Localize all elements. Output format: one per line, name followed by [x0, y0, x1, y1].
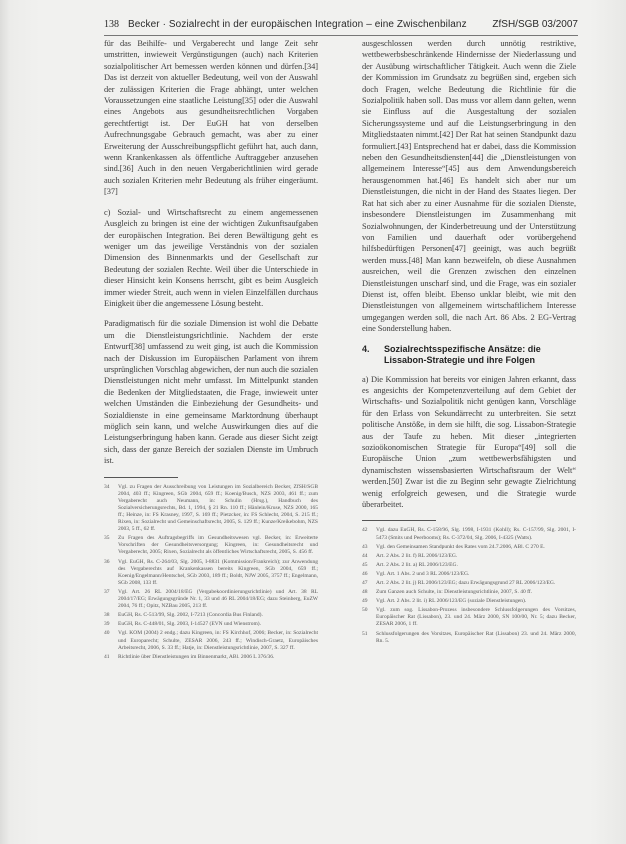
body-paragraph: für das Beihilfe- und Vergaberecht und lange Zeit sehr umstritten, inwieweit Vergünstigungen (auch) nach Kriterien sozialpolitischer Art bemessen werden können und dürfen.[34] Das ist derzeit von aktueller Bedeutung, weil von der Auswahl der zulässigen Kriterien die Frage abhängt, unter welchen Voraussetzungen eine staatliche Leistung[35] oder die Auswahl eines Angebots aus gesundheitsrechtlichen Vorgaben gerechtfertigt ist. Der EuGH hat von derselben Aufrechnungsgabe Gebrauch gemacht, was aber zu einer Erweiterung der Ausschreibungspflicht geführt hat, auch dann, wenn Krankenkassen als öffentliche Auftraggeber anzusehen sind.[36] Auch in den neuen Vergaberichtlinien wird gerade auch sozialen Kriterien mehr Bedeutung als früher eingeräumt.[37]: [104, 39, 318, 197]
footnotes: [104, 484, 318, 661]
footnote: 49 Vgl. Art. 2 Abs. 2 lit. i) RL 2006/123/EG (soziale Dienstleistungen).: [362, 598, 527, 605]
section-heading: [362, 344, 576, 366]
body-paragraph: Paradigmatisch für die soziale Dimension ist wohl die Debatte um die Dienstleistungsrichtlinie. Nachdem der erste Entwurf[38] umfassend zu weit ging, ist auch die Kommission nach der Diskussion im Europäischen Parlament von ihrem ursprünglichen Vorschlag abgewichen, der nun auch die sozialen Dienstleistungen nicht mehr umfasst. Im Mittelpunkt standen die Bedenken der Mitgliedstaaten, die Frage, inwieweit unter welchen Umständen die Einbeziehung der Gesundheits- und Sozialdienste in eine gemeinsame Marktordnung überhaupt möglich sein kann, und welche Auswirkungen dies auf die Leistungserbringung haben kann. Gerade aus dieser Sicht zeigt sich, dass der ganze Bereich der sozialen Dienste im Umbruch ist.: [104, 319, 318, 466]
footnote-rule: [104, 477, 178, 478]
section-title: Sozialrechtsspezifische Ansätze: die Lissabon-Strategie und ihre Folgen: [384, 343, 541, 365]
footnote: 39 EuGH, Rs. C-448/01, Slg. 2003, I-14527 (EVN und Wienstrom).: [104, 621, 261, 628]
section-number: 4.: [362, 343, 370, 354]
footnote: 46 Vgl. Art. 1 Abs. 2 und 3 RL 2006/123/EG.: [362, 570, 470, 577]
body-paragraph: a) Die Kommission hat bereits vor einigen Jahren erkannt, dass es angesichts der Kompetenzverteilung auf dem Gebiet der Wirtschafts- und Sozialpolitik nicht genügen kann, Vorschläge für den Erlass von Sekundärrecht zu unterbreiten. Sie setzt politische Anstöße, in dem sie hilft, die sog. Lissabon-Strategie aus der Taufe zu heben. Mit dieser „integrierten sozioökonomischen Strategie für Europa“[49] soll die Europäische Union „zum wettbewerbsfähigsten und dynamischsten wissensbasierten Wirtschaftsraum der Welt“ werden.[50] Zwar ist die zu Beginn sehr gewagte Zielrichtung wenig erfolgreich gewesen, und die Strategie wurde überarbeitet.: [362, 374, 576, 510]
footnote: 38 EuGH, Rs. C-513/99, Slg. 2002, I-7213 (Concordia Bus Finland).: [104, 612, 263, 619]
footnote: 41 Richtlinie über Dienstleistungen im Binnenmarkt, ABl. 2006 L 376/36.: [104, 653, 275, 660]
footnote: 40 Vgl. KOM (2004) 2 endg.; dazu Kingreen, in: FS Kirchhof, 2006; Becker, in: Sozialrecht und Europarecht; Schulte, ZESAR 2006, 243 ff.; Windisch-Graetz, Europäisches Arbeitsrecht, 2006, S. 33 ff.; Hatje, in: Dienstleistungsrichtlinie, 2007, S. 327 ff.: [104, 630, 318, 651]
footnote: 42 Vgl. dazu EuGH, Rs. C-158/96, Slg. 1998, I-1931 (Kohll); Rs. C-157/99, Slg. 2001, I-5473 (Smits und Peerbooms); Rs. C-372/04, Slg. 2006, I-4325 (Watts).: [362, 527, 576, 541]
page-number: 138: [104, 19, 119, 30]
right-column: [362, 38, 576, 647]
footnote: 35 Zu Fragen des Auftragsbegriffs im Gesundheitswesen vgl. Becker, in: Erweiterte Vorschriften der Gesundheitsversorgung; Kingreen, in: Gesundheitsrecht und Vergaberecht, 2005; Rixen, Sozialrecht als öffentliches Wirtschaftsrecht, 2005, S. 456 ff.: [104, 535, 318, 556]
footnote: 43 Vgl. den Gemeinsamen Standpunkt des Rates vom 24.7.2006, ABl. C 270 E.: [362, 543, 545, 550]
footnote: 34 Vgl. zu Fragen der Ausschreibung von Leistungen im Sozialbereich Becker, ZfSH/SGB 2004, 403 ff.; Kingreen, SGb 2004, 659 ff.; Koenig/Busch, NZS 2003, 461 ff.; zum Vergaberecht auch Neumann, in: Schulin (Hrsg.), Handbuch des Sozialversicherungsrechts, Bd. 1, 1994, § 21 Rn. 110 ff.; Hänlein/Kruse, NZS 2000, 165 ff.; Heinze, in: FS Krasney, 1997, S. 169 ff.; Pietzcker, in: FS Schlecht, 2004, S. 215 ff.; Rixen, in: Sozialrecht und Gemeinschaftsrecht, 2005, S. 129 ff.; Kunze/Kreikebohm, NZS 2003, 5 ff., 62 ff.: [104, 483, 318, 533]
footnote: 45 Art. 2 Abs. 2 lit. a) RL 2006/123/EG.: [362, 561, 458, 568]
footnotes: [362, 527, 576, 644]
running-header: [104, 19, 578, 36]
footnote: 36 Vgl. EuGH, Rs. C-264/03, Slg. 2005, I-8831 (Kommission/Frankreich); zur Anwendung des Vergaberechts auf Krankenkassen bereits Kingreen, SGb 2004, 659 ff.; Koenig/Engelmann/Hentschel, SGb 2003, 189 ff.; Boldt, NJW 2005, 3757 ff.; Engelmann, SGb 2008, 133 ff.: [104, 558, 318, 586]
left-column: [104, 38, 318, 663]
footnote: 37 Vgl. Art. 26 RL 2004/18/EG (Vergabekoordinierungsrichtlinie) und Art. 38 RL 2004/17/EG; Erwägungsgründe Nr. 1, 33 und 46 RL 2004/18/EG; dazu Steinberg, EuZW 2004, 76 ff.; Opitz, NZBau 2005, 213 ff.: [104, 588, 318, 610]
footnote-rule: [362, 520, 436, 521]
footnote: 48 Zum Ganzen auch Schulte, in: Dienstleistungsrichtlinie, 2007, S. 40 ff.: [362, 589, 533, 596]
footnote: 51 Schlussfolgerungen des Vorsitzes, Europäischer Rat (Lissabon) 23. und 24. März 2000, Rn. 5.: [362, 630, 576, 644]
body-paragraph: ausgeschlossen werden durch unnötig restriktive, wettbewerbsbeschränkende Hindernisse der Niederlassung und der Ausübung wirtschaftlicher Tätigkeit. Auch wenn die Ziele der Kommission im Grundsatz zu begrüßen sind, ergeben sich doch Fragen, welche Bedeutung die Richtlinie für die Sozialpolitik haben soll. Das muss vor allem dann gelten, wenn sie Einfluss auf die Ausgestaltung der sozialen Sicherungssysteme und auf die Leistungserbringung in den Mitgliedstaaten nimmt.[42] Der Rat hat seinen Standpunkt dazu formuliert.[43] Entsprechend hat er dabei, dass die Kommission neben den Gesundheitsdiensten[44] die „Dienstleistungen von allgemeinem Interesse“[45] aus dem Anwendungsbereich herausgenommen hat.[46] Es handelt sich aber nur um Dienstleistungen, die nicht in der Hand des Staates liegen. Der Rat hat sich aber zu einer Ausnahme für die sozialen Dienste, insbesondere Dienstleistungen im Zusammenhang mit Sozialwohnungen, der Kinderbetreuung und der Unterstützung von Familien und dauerhaft oder vorübergehend hilfsbedürftigen Personen[47] geeinigt, was auch begrüßt werden muss.[48] Man kann bezweifeln, ob diese Ausnahmen ausreichen, weil die Grenzen zwischen den einzelnen Dienstleistungen unscharf sind, und die Frage, was ein sozialer Dienst ist, offen bleibt. Ebenso unklar bleibt, wie mit den Dienstleistungen von allgemeinem wirtschaftlichem Interesse umgegangen werden soll, die nach Art. 86 Abs. 2 EG-Vertrag eine Sonderstellung haben.: [362, 39, 576, 334]
body-paragraph: c) Sozial- und Wirtschaftsrecht zu einem angemessenen Ausgleich zu bringen ist eine der wichtigen Zukunftsaufgaben der europäischen Integration. Bei deren Bewältigung geht es weniger um das jeweilige Verständnis von der sozialen Dimension des Binnenmarkts und der Gesellschaft zur Bedeutung der sozialen Rechte. Weil über die Unterschiede in dieser Hinsicht kein Konsens herrscht, gibt es beim Ausgleich immer wieder Streit, auch wenn in vielen Einzelfällen durchaus Einigkeit über die angemessene Lösung besteht.: [104, 207, 318, 308]
footnote: 44 Art. 2 Abs. 2 lit. f) RL 2006/123/EG.: [362, 552, 458, 559]
running-title: Becker · Sozialrecht in der europäischen Integration – eine Zwischenbilanz: [128, 19, 467, 30]
footnote: 50 Vgl. zum sog. Lissabon-Prozess insbesondere Schlussfolgerungen des Vorsitzes, Europäischer Rat (Lissabon), 23. und 24. März 2000, SN 100/00, Nr. 5; dazu Becker, ZESAR 2006, 1 ff.: [362, 607, 576, 628]
footnote: 47 Art. 2 Abs. 2 lit. j) RL 2006/123/EG; dazu Erwägungsgrund 27 RL 2006/123/EG.: [362, 580, 556, 586]
journal-citation: ZfSH/SGB 03/2007: [492, 19, 578, 30]
